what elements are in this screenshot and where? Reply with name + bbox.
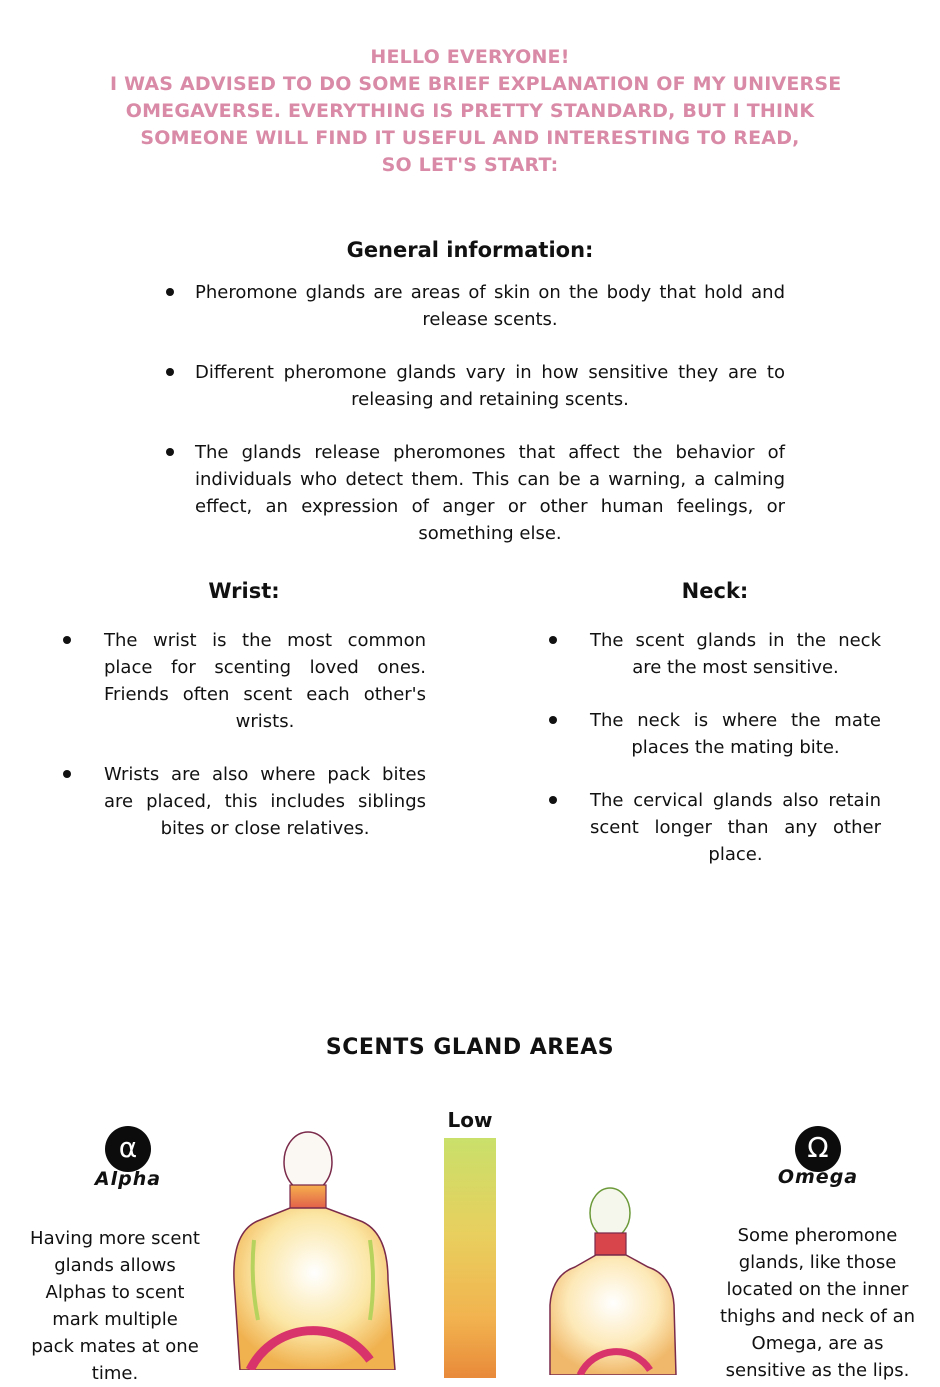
neck-list: [590, 627, 881, 894]
omega-description-line: thighs and neck of an: [719, 1306, 916, 1327]
scents-gland-areas-title: SCENTS GLAND AREAS: [325, 1035, 615, 1060]
alpha-description-line: glands allows: [54, 1255, 176, 1276]
wrist-title: Wrist:: [208, 579, 280, 603]
list-item: Different pheromone glands vary in how sensitive they are to releasing and retaining scents.: [195, 359, 785, 413]
alpha-symbol-icon: α: [105, 1126, 151, 1172]
omega-description-line: Omega, are as: [751, 1333, 884, 1354]
list-item: The cervical glands also retain scent longer than any other place.: [590, 787, 881, 868]
alpha-description-line: Alphas to scent: [45, 1282, 185, 1303]
sensitivity-scale-bar: [444, 1138, 496, 1378]
omega-description: [710, 1222, 925, 1384]
alpha-description-line: Having more scent: [30, 1228, 200, 1249]
omega-label: Omega: [777, 1166, 859, 1188]
neck-title: Neck:: [681, 579, 749, 603]
omega-symbol-icon: Ω: [795, 1126, 841, 1172]
list-item: The neck is where the mate places the mating bite.: [590, 707, 881, 761]
intro-line: I WAS ADVISED TO DO SOME BRIEF EXPLANATION OF MY UNIVERSE: [110, 73, 842, 95]
omega-description-line: Some pheromone: [737, 1225, 898, 1246]
list-item: Pheromone glands are areas of skin on the body that hold and release scents.: [195, 279, 785, 333]
list-item: Wrists are also where pack bites are placed, this includes siblings bites or close relatives.: [104, 761, 426, 842]
intro-line: SOMEONE WILL FIND IT USEFUL AND INTERESTING TO READ,: [140, 127, 800, 149]
omega-description-line: sensitive as the lips.: [725, 1360, 910, 1381]
intro-line: SO LET'S START:: [381, 154, 559, 176]
intro-line: OMEGAVERSE. EVERYTHING IS PRETTY STANDARD, BUT I THINK: [125, 100, 815, 122]
general-title: General information:: [346, 238, 594, 262]
general-list: [195, 279, 785, 573]
alpha-description-line: pack mates at one: [31, 1336, 199, 1357]
list-item: The wrist is the most common place for scenting loved ones. Friends often scent each other's wrists.: [104, 627, 426, 735]
alpha-description: [20, 1225, 210, 1387]
scale-low-label: Low: [447, 1108, 493, 1132]
list-item: The glands release pheromones that affect the behavior of individuals who detect them. This can be a warning, a calming effect, an expression of anger or other human feelings, or something else.: [195, 439, 785, 547]
omega-description-line: glands, like those: [738, 1252, 897, 1273]
intro-line: HELLO EVERYONE!: [370, 46, 570, 68]
alpha-description-line: time.: [91, 1363, 139, 1384]
alpha-body-figure: [220, 1130, 420, 1370]
alpha-description-line: mark multiple: [52, 1309, 178, 1330]
wrist-list: [104, 627, 426, 868]
alpha-label: Alpha: [94, 1168, 162, 1190]
omega-body-figure: [540, 1185, 690, 1375]
omega-description-line: located on the inner: [726, 1279, 909, 1300]
list-item: The scent glands in the neck are the most sensitive.: [590, 627, 881, 681]
intro-text: [110, 44, 842, 179]
